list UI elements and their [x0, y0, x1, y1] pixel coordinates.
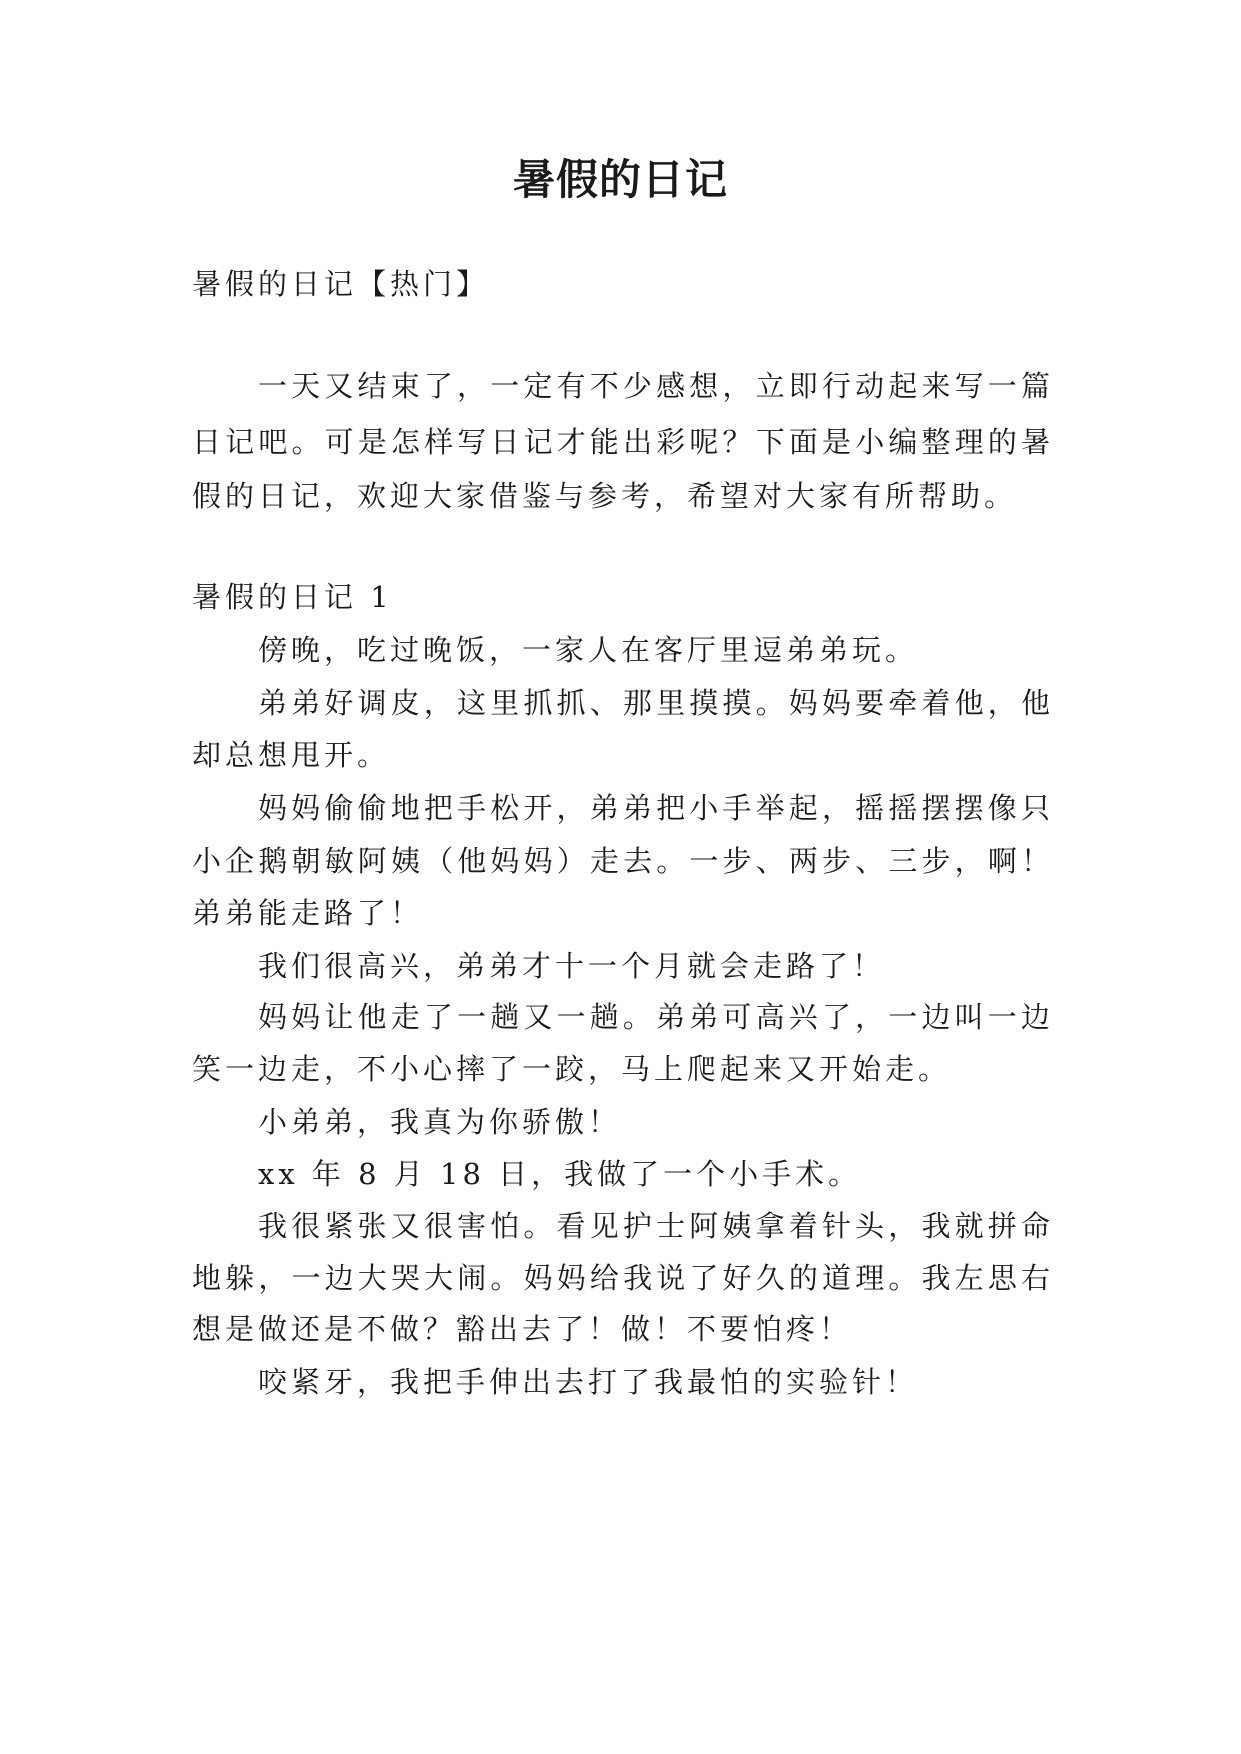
body-line: xx 年 8 月 18 日，我做了一个小手术。 — [258, 1157, 862, 1191]
body-line: 弟弟能走路了！ — [192, 896, 424, 930]
body-line: 弟弟好调皮，这里抓抓、那里摸摸。妈妈要牵着他，他 — [258, 686, 1054, 720]
body-line: 小弟弟，我真为你骄傲！ — [258, 1105, 622, 1139]
body-line: 却总想甩开。 — [192, 738, 391, 772]
body-line: 小企鹅朝敏阿姨（他妈妈）走去。一步、两步、三步，啊！ — [192, 844, 1054, 878]
intro-line: 一天又结束了，一定有不少感想，立即行动起来写一篇 — [258, 369, 1054, 403]
body-line: 妈妈让他走了一趟又一趟。弟弟可高兴了，一边叫一边 — [258, 1000, 1054, 1034]
body-line: 想是做还是不做？豁出去了！做！不要怕疼！ — [192, 1312, 853, 1346]
body-line: 我们很高兴，弟弟才十一个月就会走路了！ — [258, 949, 886, 983]
body-line: 地躲，一边大哭大闹。妈妈给我说了好久的道理。我左思右 — [192, 1261, 1054, 1295]
body-line: 妈妈偷偷地把手松开，弟弟把小手举起，摇摇摆摆像只 — [258, 791, 1054, 825]
document-subtitle: 暑假的日记【热门】 — [192, 267, 490, 301]
intro-line: 日记吧。可是怎样写日记才能出彩呢？下面是小编整理的暑 — [192, 425, 1054, 459]
body-line: 咬紧牙，我把手伸出去打了我最怕的实验针！ — [258, 1365, 919, 1399]
section-heading: 暑假的日记 1 — [192, 580, 393, 614]
intro-line: 假的日记，欢迎大家借鉴与参考，希望对大家有所帮助。 — [192, 479, 1018, 513]
body-line: 傍晚，吃过晚饭，一家人在客厅里逗弟弟玩。 — [258, 633, 919, 667]
body-line: 我很紧张又很害怕。看见护士阿姨拿着针头，我就拼命 — [258, 1209, 1054, 1243]
body-line: 笑一边走，不小心摔了一跤，马上爬起来又开始走。 — [192, 1052, 952, 1086]
document-title: 暑假的日记 — [512, 155, 728, 204]
